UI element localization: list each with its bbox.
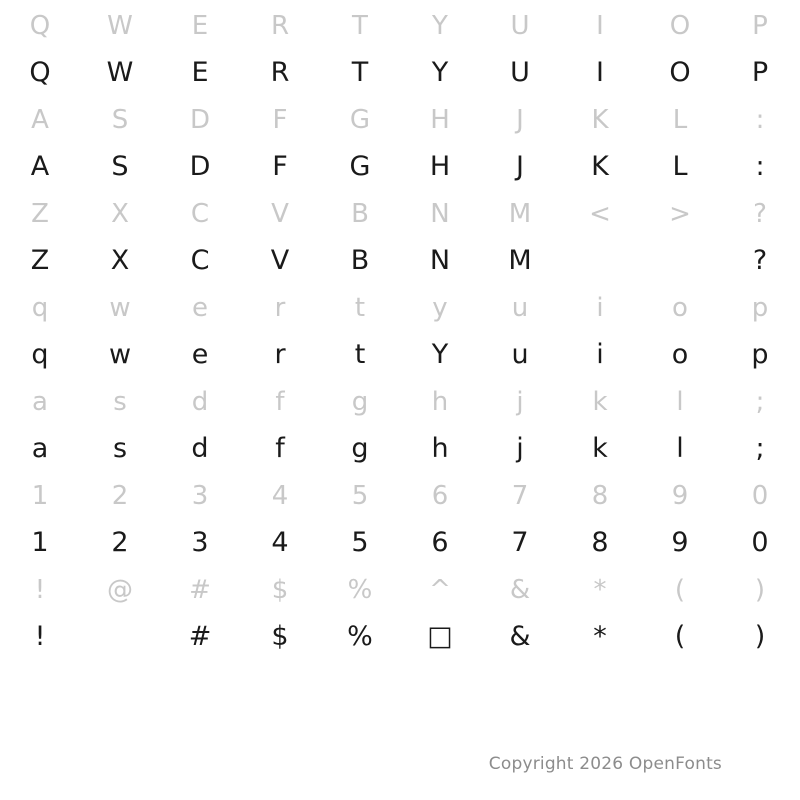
sample-glyph: G [349, 151, 371, 182]
sample-glyph: C [190, 245, 210, 276]
sample-row [0, 518, 800, 568]
character-row-group [0, 286, 800, 380]
reference-glyph: R [270, 11, 290, 41]
sample-glyph: Y [431, 339, 449, 370]
sample-glyph: # [188, 621, 212, 652]
sample-glyph: E [191, 57, 209, 88]
reference-glyph: ; [755, 387, 765, 417]
reference-glyph: P [752, 11, 768, 41]
sample-glyph: S [111, 151, 129, 182]
reference-glyph: r [274, 293, 286, 323]
reference-glyph: 4 [271, 481, 289, 511]
reference-glyph: N [430, 199, 450, 229]
sample-glyph: 3 [191, 527, 209, 558]
sample-glyph: N [429, 245, 451, 276]
reference-glyph: ! [34, 575, 46, 605]
reference-glyph: q [31, 293, 49, 323]
reference-glyph: D [189, 105, 211, 135]
reference-glyph: ) [754, 575, 766, 605]
reference-glyph: U [510, 11, 530, 41]
sample-glyph: U [510, 57, 530, 88]
reference-glyph: S [111, 105, 129, 135]
reference-glyph: s [113, 387, 127, 417]
reference-glyph: M [508, 199, 532, 229]
sample-glyph: l [676, 433, 684, 464]
reference-glyph: Y [432, 11, 448, 41]
reference-glyph: I [596, 11, 604, 41]
reference-row [0, 4, 800, 48]
reference-glyph: 8 [591, 481, 609, 511]
reference-glyph: p [751, 293, 769, 323]
reference-glyph: ^ [429, 575, 451, 605]
sample-row [0, 236, 800, 286]
reference-glyph: 2 [111, 481, 129, 511]
reference-glyph: @ [107, 575, 133, 605]
reference-glyph: j [516, 387, 524, 417]
character-row-group [0, 98, 800, 192]
sample-glyph [640, 236, 720, 286]
reference-glyph: B [351, 199, 369, 229]
sample-glyph [560, 236, 640, 286]
reference-glyph: W [107, 11, 133, 41]
sample-glyph: Z [30, 245, 50, 276]
reference-glyph: a [32, 387, 48, 417]
reference-row [0, 192, 800, 236]
reference-glyph: ? [753, 199, 767, 229]
reference-glyph: K [591, 105, 609, 135]
sample-glyph: : [755, 151, 765, 182]
sample-glyph: t [354, 339, 366, 370]
sample-glyph: * [593, 621, 607, 652]
reference-glyph: C [190, 199, 210, 229]
sample-glyph: e [191, 339, 209, 370]
sample-glyph: A [30, 151, 50, 182]
reference-glyph: t [354, 293, 366, 323]
character-row-group [0, 568, 800, 662]
sample-glyph: O [669, 57, 691, 88]
reference-glyph: i [596, 293, 604, 323]
reference-glyph: V [271, 199, 289, 229]
reference-glyph: H [430, 105, 450, 135]
reference-glyph: X [111, 199, 129, 229]
reference-glyph: & [509, 575, 531, 605]
reference-glyph: f [275, 387, 285, 417]
sample-glyph: ) [754, 621, 766, 652]
reference-glyph: u [511, 293, 529, 323]
sample-glyph: ( [674, 621, 686, 652]
reference-glyph: 5 [351, 481, 369, 511]
reference-glyph: O [669, 11, 691, 41]
reference-glyph: 6 [431, 481, 449, 511]
sample-row [0, 612, 800, 662]
sample-glyph: % [347, 621, 373, 652]
reference-glyph: ( [674, 575, 686, 605]
reference-glyph: % [347, 575, 373, 605]
sample-glyph: 1 [31, 527, 49, 558]
sample-glyph: i [596, 339, 604, 370]
sample-glyph: d [191, 433, 209, 464]
sample-glyph: F [272, 151, 288, 182]
sample-glyph: T [351, 57, 369, 88]
sample-glyph: 4 [271, 527, 289, 558]
sample-row [0, 48, 800, 98]
reference-glyph: J [516, 105, 524, 135]
reference-glyph: < [589, 199, 611, 229]
sample-glyph: & [509, 621, 531, 652]
sample-glyph: I [596, 57, 604, 88]
sample-glyph: k [592, 433, 608, 464]
sample-glyph: K [591, 151, 609, 182]
sample-glyph: $ [271, 621, 289, 652]
sample-glyph: D [189, 151, 211, 182]
sample-glyph: j [516, 433, 524, 464]
reference-glyph: k [592, 387, 608, 417]
reference-row [0, 568, 800, 612]
character-row-group [0, 380, 800, 474]
character-row-group [0, 4, 800, 98]
sample-glyph: g [351, 433, 369, 464]
sample-glyph: X [110, 245, 130, 276]
reference-glyph: 1 [31, 481, 49, 511]
sample-glyph: □ [427, 621, 453, 652]
sample-glyph: Q [29, 57, 51, 88]
sample-glyph: q [31, 339, 49, 370]
reference-glyph: > [669, 199, 691, 229]
reference-glyph: # [189, 575, 211, 605]
sample-glyph: J [516, 151, 524, 182]
sample-glyph: u [511, 339, 529, 370]
copyright-notice: Copyright 2026 OpenFonts [488, 754, 722, 774]
sample-glyph: ! [34, 621, 46, 652]
sample-glyph: 0 [751, 527, 769, 558]
reference-glyph: F [272, 105, 288, 135]
sample-glyph: W [106, 57, 134, 88]
reference-row [0, 98, 800, 142]
reference-glyph: Q [29, 11, 51, 41]
reference-glyph: E [191, 11, 209, 41]
sample-glyph: f [275, 433, 285, 464]
reference-glyph: : [755, 105, 765, 135]
sample-glyph: ? [752, 245, 768, 276]
sample-glyph: w [108, 339, 132, 370]
sample-row [0, 142, 800, 192]
reference-glyph: h [431, 387, 449, 417]
sample-glyph: o [671, 339, 689, 370]
sample-glyph: B [350, 245, 370, 276]
sample-glyph: a [31, 433, 49, 464]
reference-glyph: G [349, 105, 371, 135]
sample-glyph: 7 [511, 527, 529, 558]
reference-glyph: 0 [751, 481, 769, 511]
sample-glyph: Y [431, 57, 449, 88]
sample-row [0, 424, 800, 474]
sample-glyph: M [508, 245, 532, 276]
sample-row [0, 330, 800, 380]
reference-glyph: y [432, 293, 448, 323]
reference-glyph: e [192, 293, 208, 323]
reference-glyph: $ [271, 575, 289, 605]
reference-glyph: 3 [191, 481, 209, 511]
reference-glyph: 7 [511, 481, 529, 511]
reference-glyph: d [191, 387, 209, 417]
sample-glyph: p [751, 339, 769, 370]
sample-glyph: R [270, 57, 290, 88]
sample-glyph: h [431, 433, 449, 464]
reference-row [0, 380, 800, 424]
sample-glyph: H [429, 151, 451, 182]
reference-row [0, 286, 800, 330]
reference-glyph: Z [31, 199, 49, 229]
reference-glyph: g [351, 387, 369, 417]
sample-glyph: V [270, 245, 290, 276]
sample-glyph: L [672, 151, 688, 182]
reference-glyph: A [31, 105, 49, 135]
sample-glyph: 5 [351, 527, 369, 558]
sample-glyph: 2 [111, 527, 129, 558]
reference-glyph: o [672, 293, 688, 323]
sample-glyph: r [274, 339, 286, 370]
character-row-group [0, 192, 800, 286]
reference-glyph: L [672, 105, 688, 135]
sample-glyph: s [112, 433, 128, 464]
reference-glyph: T [352, 11, 368, 41]
reference-glyph: l [676, 387, 684, 417]
sample-glyph: ; [755, 433, 765, 464]
reference-glyph: w [109, 293, 131, 323]
sample-glyph: P [751, 57, 769, 88]
sample-glyph: 8 [591, 527, 609, 558]
sample-glyph: 9 [671, 527, 689, 558]
reference-glyph: * [593, 575, 607, 605]
sample-glyph: 6 [431, 527, 449, 558]
reference-glyph: 9 [671, 481, 689, 511]
reference-row [0, 474, 800, 518]
sample-glyph [80, 612, 160, 662]
character-row-group [0, 474, 800, 568]
